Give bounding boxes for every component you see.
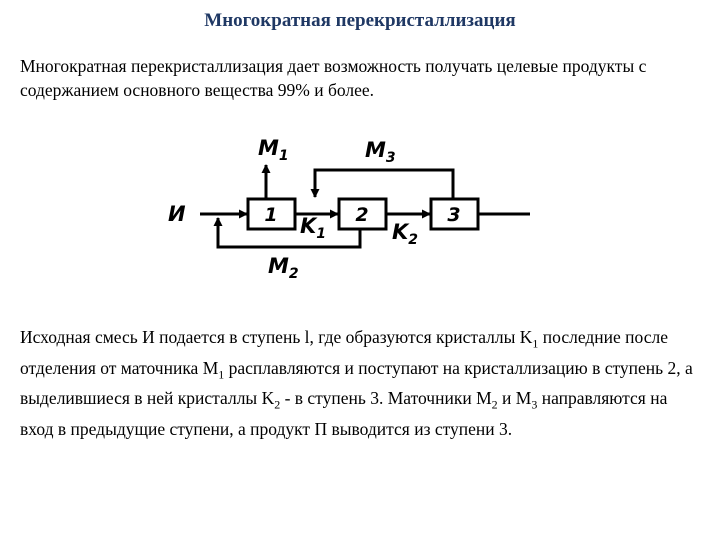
stage-block-1 [248, 199, 295, 229]
m3-label: $M_3$ [365, 138, 396, 166]
m1-label: $M_1$ [258, 136, 289, 164]
description-paragraph: Исходная смесь И подается в ступень l, где образуются кристаллы $K_1$ последние после отделения от маточника $M_1$ расплавляются и поступают на кристаллизацию в ступень 2, а выделившиеся в ней кристаллы $K_2$ - в ступень 3. Маточники $M_2$ и $M_3$ направляются на вход в предыдущие ступени, а продукт П выводится из ступени 3. [20, 327, 693, 439]
k2-label: $K_2$ [392, 220, 419, 248]
svg-text:2: 2 [355, 204, 369, 226]
page-title: Многократная перекристаллизация [204, 10, 516, 31]
m2-label: $M_2$ [268, 254, 299, 282]
k1-label: $K_1$ [300, 214, 327, 242]
recrystallization-scheme [160, 125, 560, 295]
svg-text:3: 3 [447, 204, 461, 226]
m3-stream-line [315, 170, 453, 199]
stage-block-3 [431, 199, 478, 229]
input-label: И [168, 202, 186, 226]
intro-paragraph: Многократная перекристаллизация дает возможность получать целевые продукты с содержанием основного вещества 99% и более. [20, 56, 647, 100]
stage-block-2 [339, 199, 386, 229]
svg-text:1: 1 [264, 204, 278, 226]
